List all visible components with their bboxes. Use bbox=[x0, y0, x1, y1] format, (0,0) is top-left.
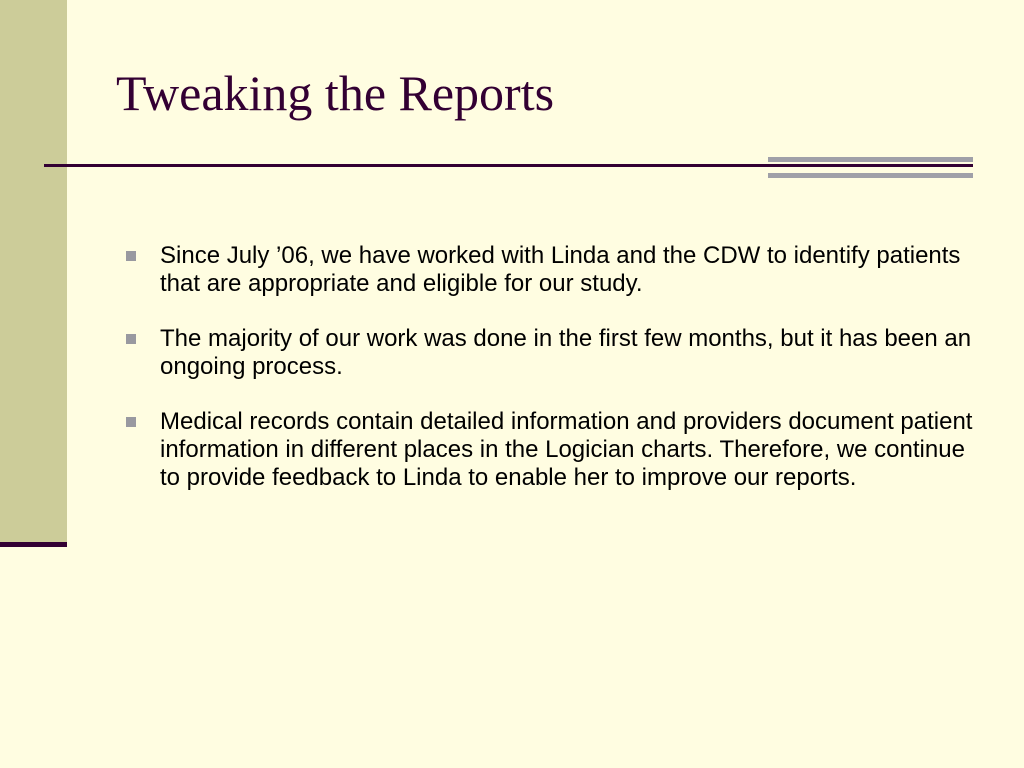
slide-title: Tweaking the Reports bbox=[116, 65, 555, 121]
bullet-item bbox=[126, 242, 976, 298]
bullet-text: The majority of our work was done in the first few months, but it has been an ongoing process. bbox=[160, 325, 972, 380]
square-bullet-icon bbox=[126, 251, 136, 261]
square-bullet-icon bbox=[126, 417, 136, 427]
bullet-item bbox=[126, 408, 976, 492]
side-decor-bar bbox=[0, 0, 67, 545]
bullet-item bbox=[126, 325, 976, 381]
bullet-list bbox=[126, 242, 976, 519]
side-decor-bar-foot bbox=[0, 542, 67, 547]
bullet-text: Since July ’06, we have worked with Linda and the CDW to identify patients that are appropriate and eligible for our study. bbox=[160, 242, 961, 297]
bullet-text: Medical records contain detailed information and providers document patient information in different places in the Logician charts. Therefore, we continue to provide feedback to Linda to enable her to improve our reports. bbox=[160, 408, 973, 491]
title-divider bbox=[44, 164, 973, 167]
accent-stripe-bottom bbox=[768, 173, 973, 178]
square-bullet-icon bbox=[126, 334, 136, 344]
accent-stripe-top bbox=[768, 157, 973, 162]
